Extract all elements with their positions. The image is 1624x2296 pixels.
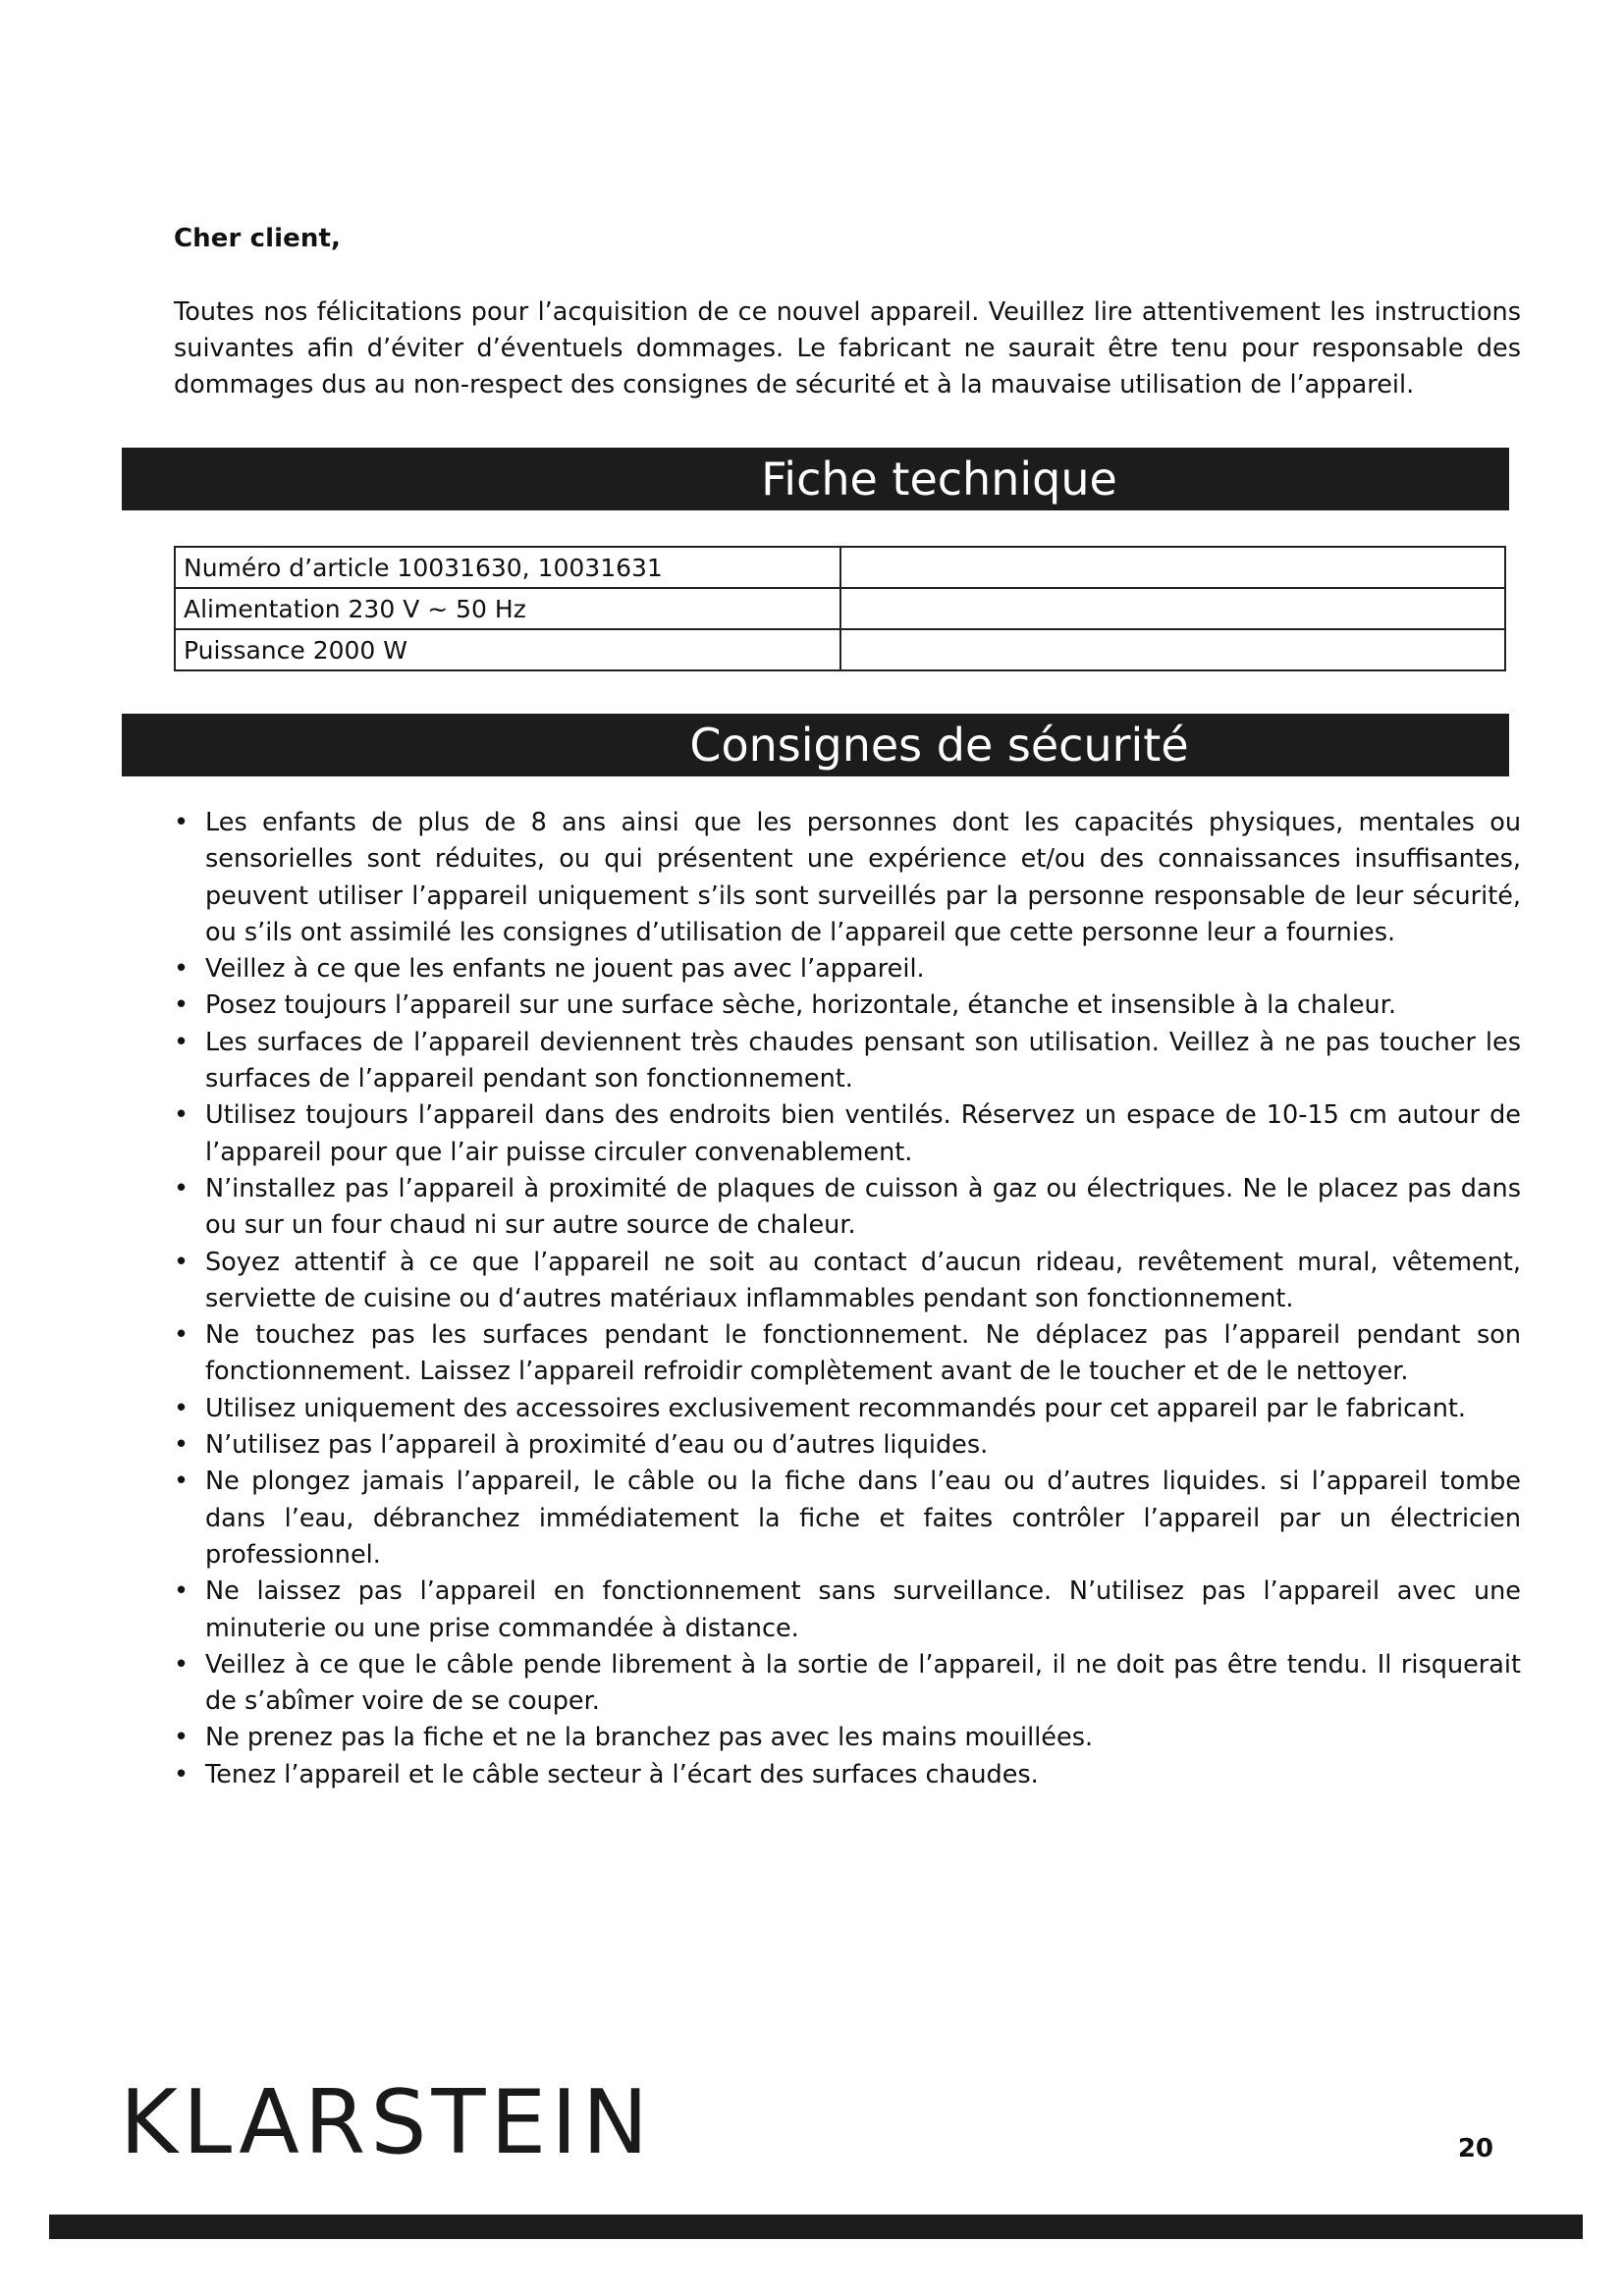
list-item <box>174 1757 1521 1793</box>
footer-divider <box>49 2215 1583 2239</box>
spec-cell-empty <box>840 629 1505 670</box>
bullet-icon: • <box>174 1320 189 1351</box>
greeting: Cher client, <box>174 224 341 253</box>
list-item-text: Tenez l’appareil et le câble secteur à l’écart des surfaces chaudes. <box>205 1759 1039 1789</box>
spec-cell-power-supply: Alimentation 230 V ~ 50 Hz <box>175 588 840 629</box>
list-item <box>174 1317 1521 1391</box>
list-item-text: Soyez attentif à ce que l’appareil ne soit au contact d’aucun rideau, revêtement mural, vêtement, serviette de cuisine ou d‘autres matériaux inflammables pendant son fonctionnement. <box>205 1247 1521 1313</box>
spec-table <box>174 546 1506 671</box>
list-item <box>174 951 1521 988</box>
table-row <box>175 588 1505 629</box>
bullet-icon: • <box>174 808 189 837</box>
list-item <box>174 805 1521 951</box>
bullet-icon: • <box>174 1100 189 1131</box>
safety-instructions-list <box>174 805 1521 1793</box>
bullet-icon: • <box>174 1247 189 1277</box>
spec-cell-article-number: Numéro d’article 10031630, 10031631 <box>175 547 840 588</box>
list-item-text: Ne touchez pas les surfaces pendant le fonctionnement. Ne déplacez pas l’appareil pendant son fonctionnement. Laissez l’appareil refroidir complètement avant de le toucher et de le nettoyer. <box>205 1320 1521 1387</box>
list-item-text: Ne laissez pas l’appareil en fonctionnement sans surveillance. N’utilisez pas l’appareil avec une minuterie ou une prise commandée à distance. <box>205 1576 1521 1643</box>
bullet-icon: • <box>174 1723 189 1753</box>
bullet-icon: • <box>174 1467 189 1497</box>
list-item-text: N’installez pas l’appareil à proximité de plaques de cuisson à gaz ou électriques. Ne le placez pas dans ou sur un four chaud ni sur autre source de chaleur. <box>205 1173 1521 1241</box>
spec-cell-power: Puissance 2000 W <box>175 629 840 670</box>
spec-cell-empty <box>840 588 1505 629</box>
list-item <box>174 1171 1521 1245</box>
bullet-icon: • <box>174 990 189 1021</box>
table-row <box>175 629 1505 670</box>
brand-logo: KLARSTEIN <box>120 2071 654 2174</box>
list-item-text: Utilisez uniquement des accessoires exclusivement recommandés pour cet appareil par le fabricant. <box>205 1393 1466 1423</box>
list-item-text: Les surfaces de l’appareil deviennent très chaudes pensant son utilisation. Veillez à ne pas toucher les surfaces de l’appareil pendant son fonctionnement. <box>205 1027 1521 1095</box>
bullet-icon: • <box>174 1576 189 1607</box>
list-item-text: Posez toujours l’appareil sur une surface sèche, horizontale, étanche et insensible à la chaleur. <box>205 990 1396 1021</box>
bullet-icon: • <box>174 1430 189 1461</box>
list-item <box>174 1720 1521 1756</box>
section-title-fiche-technique: Fiche technique <box>761 453 1117 506</box>
section-title-consignes: Consignes de sécurité <box>689 719 1189 772</box>
list-item <box>174 988 1521 1024</box>
bullet-icon: • <box>174 1393 189 1423</box>
list-item-text: Les enfants de plus de 8 ans ainsi que les personnes dont les capacités physiques, mentales ou sensorielles sont réduites, ou qui présentent une expérience et/ou des connaissances insuffisantes, peuvent utiliser l’appareil uniquement s’ils sont surveillés par la personne responsable de leur sécurité, ou s’ils ont assimilé les consignes d’utilisation de l’appareil que cette personne leur a fournies. <box>205 808 1521 947</box>
bullet-icon: • <box>174 1173 189 1203</box>
list-item <box>174 1245 1521 1318</box>
list-item <box>174 1427 1521 1464</box>
bullet-icon: • <box>174 954 189 985</box>
list-item-text: N’utilisez pas l’appareil à proximité d’eau ou d’autres liquides. <box>205 1430 989 1461</box>
list-item-text: Veillez à ce que le câble pende librement à la sortie de l’appareil, il ne doit pas être tendu. Il risquerait de s’abîmer voire de se couper. <box>205 1649 1521 1717</box>
bullet-icon: • <box>174 1649 189 1680</box>
section-header-fiche-technique <box>122 448 1509 510</box>
table-row <box>175 547 1505 588</box>
section-header-consignes <box>122 714 1509 776</box>
list-item-text: Veillez à ce que les enfants ne jouent pas avec l’appareil. <box>205 954 925 985</box>
list-item-text: Ne plongez jamais l’appareil, le câble ou la fiche dans l’eau ou d’autres liquides. si l’appareil tombe dans l’eau, débranchez immédiatement la fiche et faites contrôler l’appareil par un électricien professionnel. <box>205 1467 1521 1570</box>
list-item-text: Ne prenez pas la fiche et ne la branchez pas avec les mains mouillées. <box>205 1723 1094 1753</box>
list-item <box>174 1097 1521 1171</box>
list-item <box>174 1464 1521 1574</box>
list-item <box>174 1647 1521 1721</box>
bullet-icon: • <box>174 1759 189 1789</box>
bullet-icon: • <box>174 1027 189 1057</box>
page-number: 20 <box>1457 2134 1493 2163</box>
list-item <box>174 1391 1521 1427</box>
intro-paragraph: Toutes nos félicitations pour l’acquisition de ce nouvel appareil. Veuillez lire attentivement les instructions suivantes afin d’éviter d’éventuels dommages. Le fabricant ne saurait être tenu pour responsable des dommages dus au non-respect des consignes de sécurité et à la mauvaise utilisation de l’appareil. <box>174 297 1521 400</box>
spec-cell-empty <box>840 547 1505 588</box>
list-item-text: Utilisez toujours l’appareil dans des endroits bien ventilés. Réservez un espace de 10-15 cm autour de l’appareil pour que l’air puisse circuler convenablement. <box>205 1100 1521 1167</box>
list-item <box>174 1574 1521 1647</box>
list-item <box>174 1025 1521 1098</box>
